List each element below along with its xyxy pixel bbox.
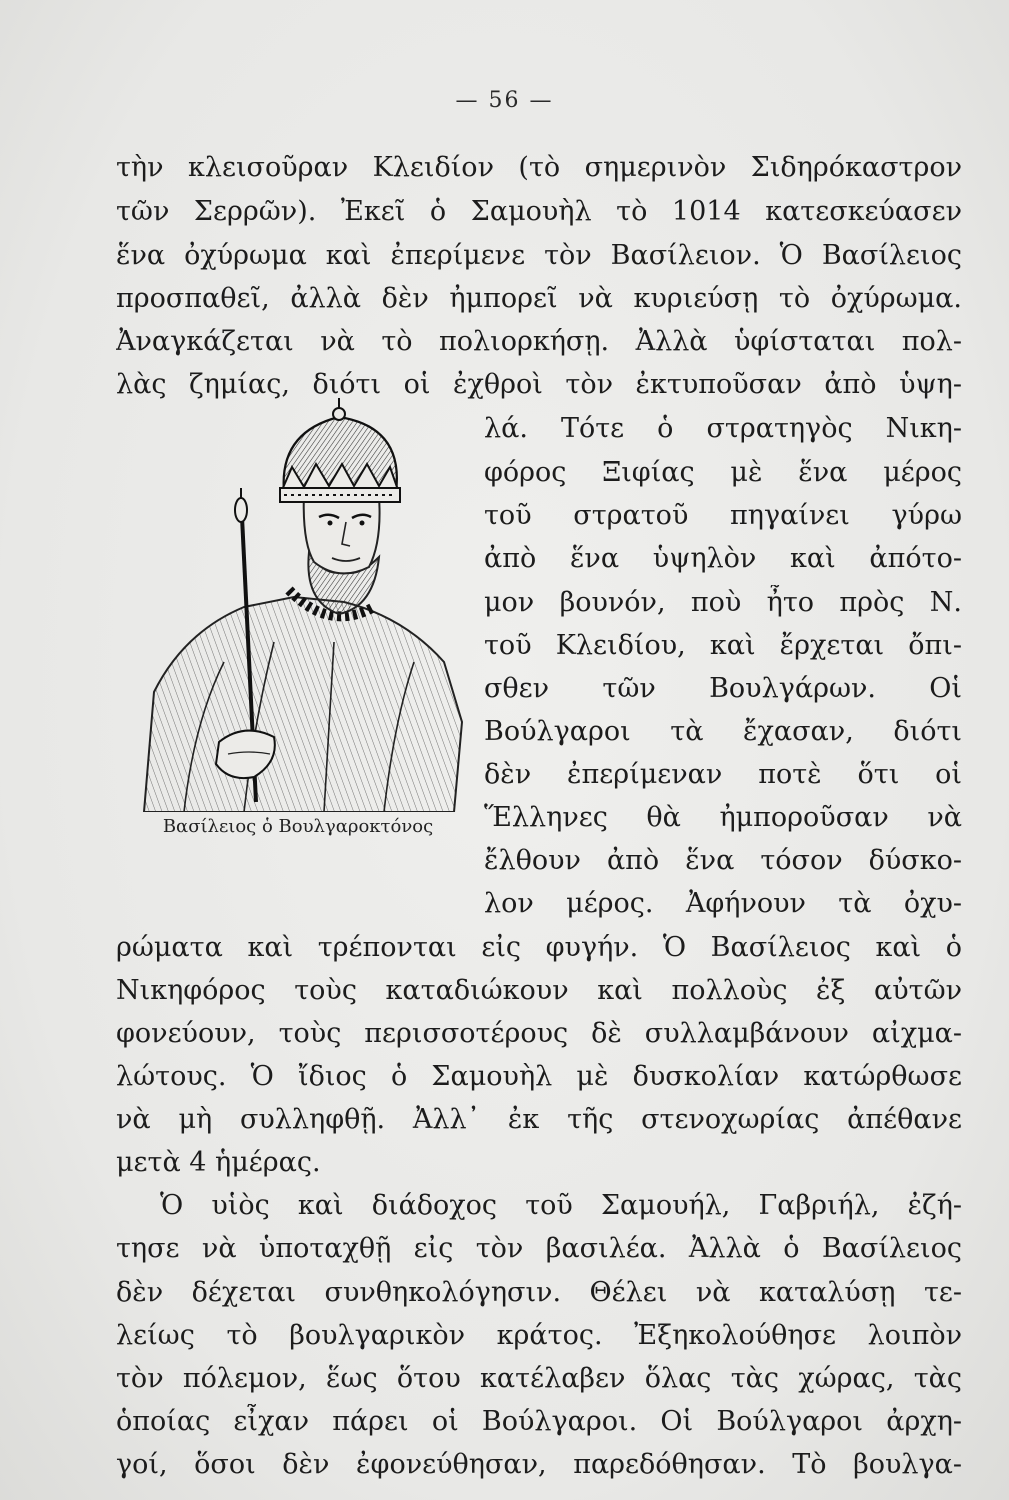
text-line: λον μέρος. Ἀφήνουν τὰ ὀχυ-	[484, 888, 962, 919]
text-line: ἕνα ὀχύρωμα καὶ ἐπερίμενε τὸν Βασίλειον. Ὁ Βασίλειος	[116, 240, 962, 271]
text-line: δὲν ἐπερίμεναν ποτὲ ὅτι οἱ	[484, 759, 962, 790]
text-line: Ἕλληνες θὰ ἠμποροῦσαν νὰ	[484, 802, 962, 833]
text-line: ἀπὸ ἕνα ὑψηλὸν καὶ ἀπότο-	[484, 543, 962, 574]
text-line: σθεν τῶν Βουλγάρων. Οἱ	[484, 673, 962, 704]
text-line: τὸν πόλεμον, ἕως ὅτου κατέλαβεν ὅλας τὰς χώρας, τὰς	[116, 1363, 962, 1394]
text-line: ἔλθουν ἀπὸ ἕνα τόσον δύσκο-	[484, 845, 962, 876]
text-line: δὲν δέχεται συνθηκολόγησιν. Θέλει νὰ καταλύσῃ τε-	[116, 1277, 962, 1308]
text-line: λὰς ζημίας, διότι οἱ ἐχθροὶ τὸν ἐκτυποῦσαν ἀπὸ ὑψη-	[116, 369, 962, 400]
portrait-engraving	[124, 392, 474, 812]
text-line: λά. Τότε ὁ στρατηγὸς Νικη-	[484, 413, 962, 444]
portrait-caption: Βασίλειος ὁ Βουλγαροκτόνος	[162, 816, 434, 837]
text-line: τοῦ στρατοῦ πηγαίνει γύρω	[484, 500, 962, 531]
text-line: ρώματα καὶ τρέπονται εἰς φυγήν. Ὁ Βασίλειος καὶ ὁ	[116, 932, 962, 963]
text-line: φονεύουν, τοὺς περισσοτέρους δὲ συλλαμβάνουν αἰχμα-	[116, 1018, 962, 1049]
text-line: Νικηφόρος τοὺς καταδιώκουν καὶ πολλοὺς ἐξ αὐτῶν	[116, 975, 962, 1006]
robe-shape	[144, 597, 462, 812]
text-line: τησε νὰ ὑποταχθῇ εἰς τὸν βασιλέα. Ἀλλὰ ὁ Βασίλειος	[116, 1233, 962, 1264]
text-line: λώτους. Ὁ ἴδιος ὁ Σαμουὴλ μὲ δυσκολίαν κατώρθωσε	[116, 1061, 962, 1092]
text-line: τῶν Σερρῶν). Ἐκεῖ ὁ Σαμουὴλ τὸ 1014 κατεσκεύασεν	[116, 196, 962, 227]
page-number: — 56 —	[455, 88, 554, 113]
text-line: λείως τὸ βουλγαρικὸν κράτος. Ἐξηκολούθησε λοιπὸν	[116, 1320, 962, 1351]
text-line: Βούλγαροι τὰ ἔχασαν, διότι	[484, 716, 962, 747]
text-line: τοῦ Κλειδίου, καὶ ἔρχεται ὄπι-	[484, 630, 962, 661]
text-line: προσπαθεῖ, ἀλλὰ δὲν ἠμπορεῖ νὰ κυριεύσῃ τὸ ὀχύρωμα.	[116, 283, 962, 314]
text-line: ὁποίας εἶχαν πάρει οἱ Βούλγαροι. Οἱ Βούλγαροι ἀρχη-	[116, 1406, 962, 1437]
text-line: μετὰ 4 ἡμέρας.	[116, 1147, 321, 1178]
text-line: μον βουνόν, ποὺ ἦτο πρὸς Ν.	[484, 587, 962, 618]
text-line: νὰ μὴ συλληφθῇ. Ἀλλ᾽ ἐκ τῆς στενοχωρίας ἀπέθανε	[116, 1104, 962, 1135]
text-line: φόρος Ξιφίας μὲ ἕνα μέρος	[484, 457, 962, 488]
text-line: τὴν κλεισοῦραν Κλειδίον (τὸ σημερινὸν Σιδηρόκαστρον	[116, 152, 962, 183]
text-line: Ὁ υἱὸς καὶ διάδοχος τοῦ Σαμουήλ, Γαβριήλ, ἐζή-	[160, 1190, 962, 1221]
text-line: γοί, ὅσοι δὲν ἐφονεύθησαν, παρεδόθησαν. Τὸ βουλγα-	[116, 1449, 962, 1480]
text-line: Ἀναγκάζεται νὰ τὸ πολιορκήσῃ. Ἀλλὰ ὑφίσταται πολ-	[116, 326, 962, 357]
